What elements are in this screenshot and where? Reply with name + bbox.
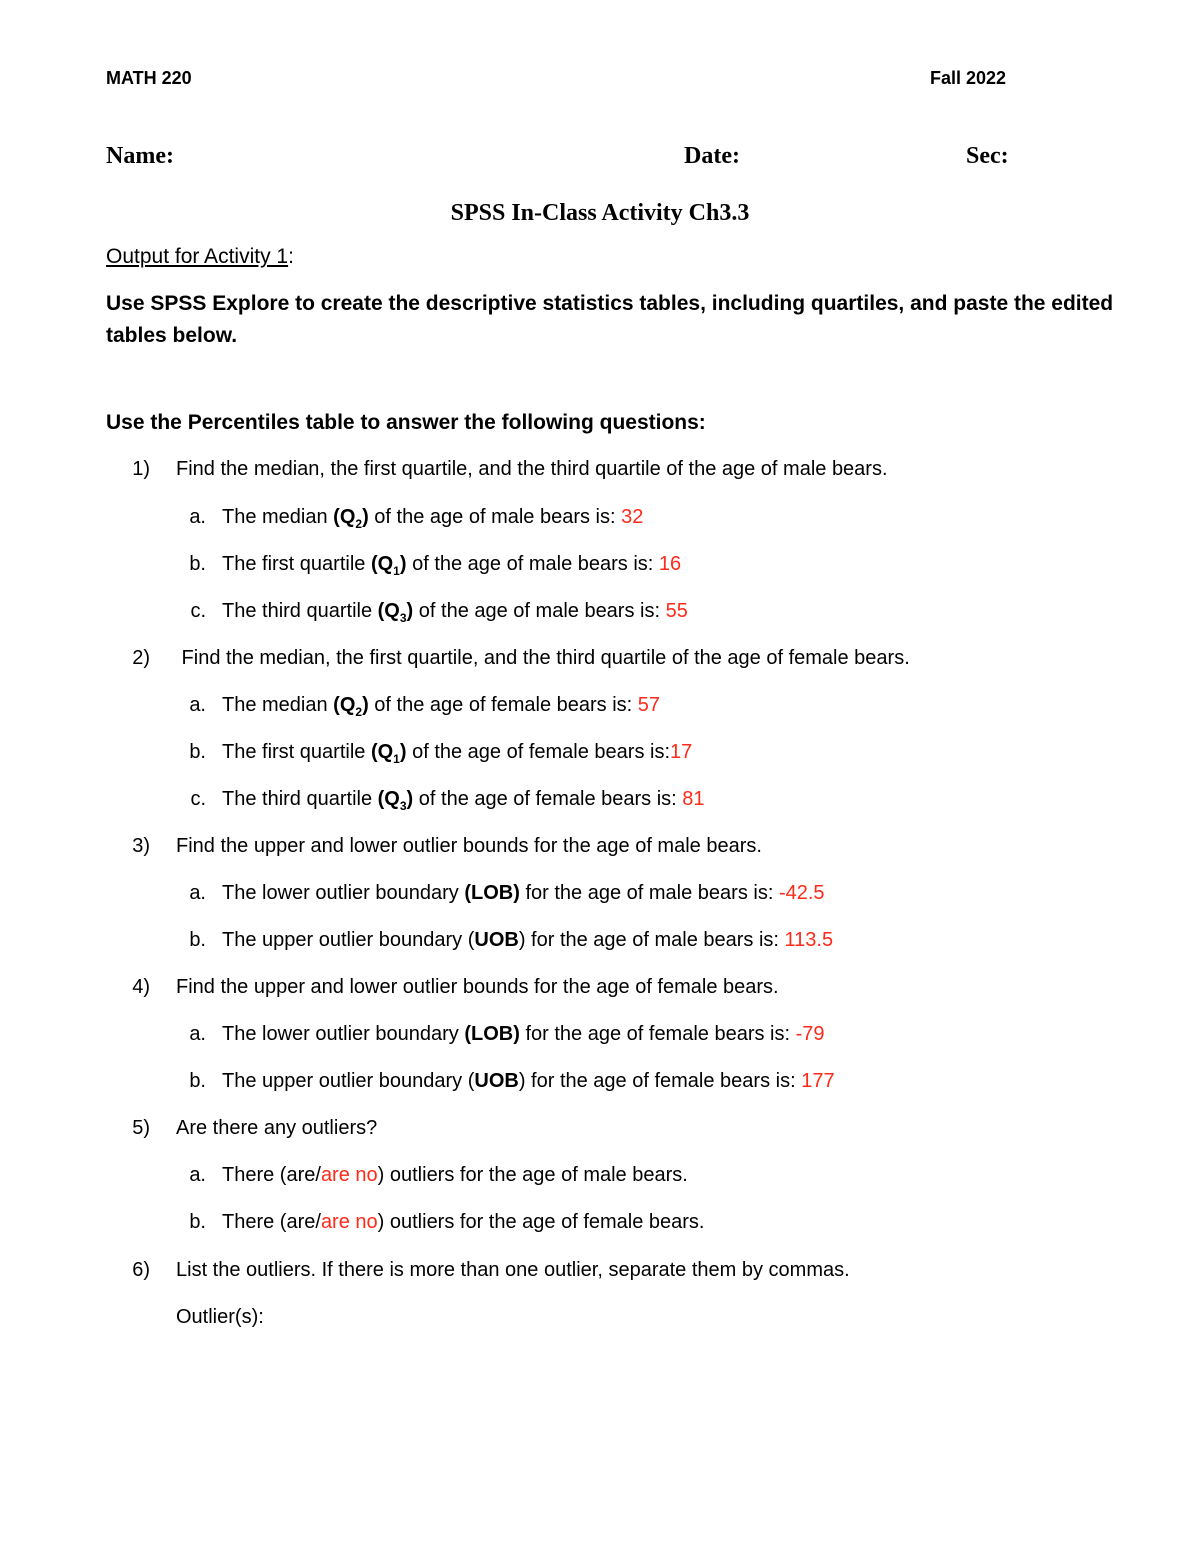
outliers-label: Outlier(s): <box>176 1306 264 1328</box>
answer-value: 55 <box>665 600 688 622</box>
symbol: (LOB) <box>464 882 520 904</box>
item-text: The lower outlier boundary <box>222 882 465 904</box>
subscript: 1 <box>393 752 400 766</box>
question-text: Are there any outliers? <box>176 1117 378 1139</box>
question-5 <box>106 1117 377 1140</box>
symbol-close: ) <box>406 788 414 810</box>
subscript: 3 <box>399 611 407 625</box>
question-number: 2) <box>132 647 150 669</box>
item-text: of the age of male bears is: <box>413 600 666 622</box>
item-text: of the age of male bears is: <box>368 506 622 528</box>
item-letter: b. <box>189 1211 206 1233</box>
item-text: of the age of female bears is: <box>413 788 683 810</box>
item-text: The median <box>222 694 334 716</box>
item-letter: a. <box>189 1164 206 1186</box>
subscript: 2 <box>355 517 363 531</box>
answer-line <box>180 1023 825 1046</box>
item-letter: b. <box>189 929 206 951</box>
answer-line <box>180 1164 688 1187</box>
item-text: ) for the age of male bears is: <box>518 929 785 951</box>
symbol-close: ) <box>406 600 414 622</box>
question-number: 6) <box>132 1259 150 1281</box>
answer-line <box>180 694 660 719</box>
answer-line <box>180 600 688 625</box>
symbol: (Q <box>377 788 400 810</box>
item-letter: a. <box>189 882 206 904</box>
question-1 <box>106 458 888 481</box>
answer-value: 16 <box>658 553 682 575</box>
output-heading-colon: : <box>288 245 294 268</box>
item-letter: b. <box>189 741 206 763</box>
answer-line <box>180 882 825 905</box>
answer-line <box>180 506 643 531</box>
item-text: ) outliers for the age of female bears. <box>377 1211 705 1233</box>
answer-line <box>180 929 833 952</box>
item-letter: c. <box>190 788 206 810</box>
answer-value: -79 <box>795 1023 825 1045</box>
item-text: of the age of female bears is: <box>406 741 671 763</box>
date-label: Date: <box>684 143 740 169</box>
item-text: of the age of female bears is: <box>368 694 638 716</box>
item-letter: a. <box>189 1023 206 1045</box>
symbol: (Q <box>377 600 400 622</box>
item-letter: a. <box>189 694 206 716</box>
item-text: The upper outlier boundary ( <box>222 1070 475 1092</box>
item-text: There (are/ <box>222 1164 321 1186</box>
item-letter: a. <box>189 506 206 528</box>
symbol-close: ) <box>362 694 369 716</box>
question-text: Find the median, the first quartile, and the third quartile of the age of male bears. <box>176 458 888 480</box>
sec-label: Sec: <box>966 143 1009 169</box>
question-number: 4) <box>132 976 150 998</box>
answer-line <box>180 788 705 813</box>
symbol-close: ) <box>362 506 369 528</box>
page-title: SPSS In-Class Activity Ch3.3 <box>450 200 750 226</box>
item-text: The third quartile <box>222 788 378 810</box>
answer-value: 32 <box>621 506 644 528</box>
answer-value: 113.5 <box>784 929 834 951</box>
symbol: (LOB) <box>464 1023 520 1045</box>
item-text: The first quartile <box>222 741 371 763</box>
subscript: 1 <box>393 564 400 578</box>
item-letter: c. <box>190 600 206 622</box>
symbol: UOB <box>474 1070 519 1092</box>
symbol: (Q <box>333 694 356 716</box>
item-text: for the age of female bears is: <box>519 1023 796 1045</box>
symbol: UOB <box>474 929 519 951</box>
symbol-close: ) <box>399 741 407 763</box>
question-text: List the outliers. If there is more than one outlier, separate them by commas. <box>176 1259 850 1281</box>
symbol: (Q <box>333 506 356 528</box>
instruction-line-1: Use SPSS Explore to create the descriptive statistics tables, including quartiles, and paste the edited <box>106 292 1114 315</box>
answer-value: -42.5 <box>778 882 825 904</box>
question-text: Find the median, the first quartile, and the third quartile of the age of female bears. <box>176 647 910 669</box>
symbol: (Q <box>370 741 394 763</box>
percentiles-prompt: Use the Percentiles table to answer the following questions: <box>106 411 706 434</box>
output-heading: Output for Activity 1 <box>106 245 289 268</box>
item-text: ) for the age of female bears is: <box>518 1070 802 1092</box>
answer-line <box>180 553 681 578</box>
output-heading-row <box>106 245 294 269</box>
item-letter: b. <box>189 1070 206 1092</box>
question-number: 3) <box>132 835 150 857</box>
answer-line <box>180 1211 705 1234</box>
question-6 <box>106 1259 850 1282</box>
symbol: (Q <box>370 553 394 575</box>
answer-line <box>180 741 692 766</box>
answer-value: 81 <box>682 788 705 810</box>
item-text: of the age of male bears is: <box>406 553 659 575</box>
item-text: The first quartile <box>222 553 371 575</box>
question-number: 1) <box>132 458 150 480</box>
question-number: 5) <box>132 1117 150 1139</box>
answer-value: are no <box>320 1211 378 1233</box>
question-text: Find the upper and lower outlier bounds for the age of male bears. <box>176 835 762 857</box>
item-text: The upper outlier boundary ( <box>222 929 475 951</box>
answer-value: are no <box>320 1164 378 1186</box>
symbol-close: ) <box>399 553 407 575</box>
item-text: The lower outlier boundary <box>222 1023 465 1045</box>
instruction-line-2: tables below. <box>106 324 238 347</box>
item-text: ) outliers for the age of male bears. <box>377 1164 688 1186</box>
item-text: for the age of male bears is: <box>519 882 779 904</box>
item-letter: b. <box>189 553 206 575</box>
subscript: 2 <box>355 705 363 719</box>
question-2 <box>106 647 910 670</box>
answer-line <box>180 1070 835 1093</box>
item-text: The third quartile <box>222 600 378 622</box>
term: Fall 2022 <box>930 68 1007 88</box>
item-text: There (are/ <box>222 1211 321 1233</box>
question-3 <box>106 835 762 858</box>
answer-value: 57 <box>637 694 661 716</box>
question-4 <box>106 976 779 999</box>
subscript: 3 <box>399 799 407 813</box>
answer-value: 17 <box>670 741 693 763</box>
course-code: MATH 220 <box>106 68 192 88</box>
question-text: Find the upper and lower outlier bounds for the age of female bears. <box>176 976 779 998</box>
answer-value: 177 <box>801 1070 835 1092</box>
item-text: The median <box>222 506 334 528</box>
name-label: Name: <box>106 143 174 169</box>
